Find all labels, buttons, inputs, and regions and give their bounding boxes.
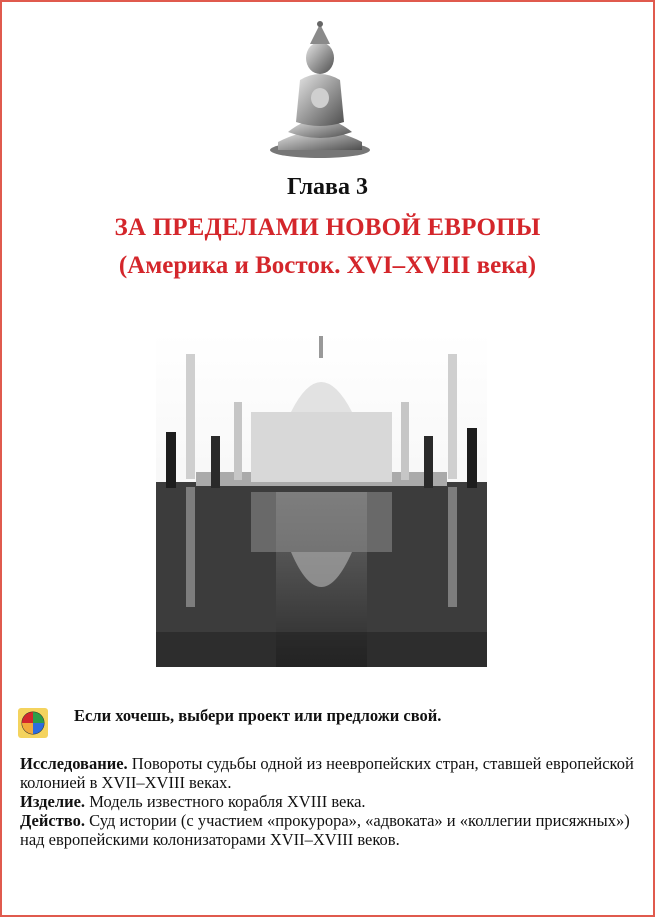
project-item-craft — [20, 792, 640, 811]
project-item-research — [20, 754, 640, 792]
project-description: Суд истории (с участием «прокурора», «адвоката» и «коллегии присяжных») над европейскими колонизаторами XVII–XVIII веков. — [20, 811, 630, 849]
project-description: Повороты судьбы одной из неевропейских стран, ставшей европейской колонией в XVII–XVIII веках. — [20, 754, 634, 792]
chapter-title: ЗА ПРЕДЕЛАМИ НОВОЙ ЕВРОПЫ — [114, 214, 541, 241]
taj-mahal-image — [156, 332, 487, 667]
chapter-label: Глава 3 — [287, 174, 368, 200]
project-term: Исследование. — [20, 754, 128, 773]
project-item-performance — [20, 811, 640, 849]
chapter-subtitle: (Америка и Восток. XVI–XVIII века) — [118, 252, 537, 279]
project-intro-text: Если хочешь, выбери проект или предложи свой. — [74, 706, 442, 725]
project-description: Модель известного корабля XVIII века. — [85, 792, 366, 811]
buddha-statue-image — [260, 20, 380, 160]
project-term: Действо. — [20, 811, 85, 830]
project-circle-icon — [18, 708, 48, 738]
project-list — [20, 754, 640, 849]
project-term: Изделие. — [20, 792, 86, 811]
